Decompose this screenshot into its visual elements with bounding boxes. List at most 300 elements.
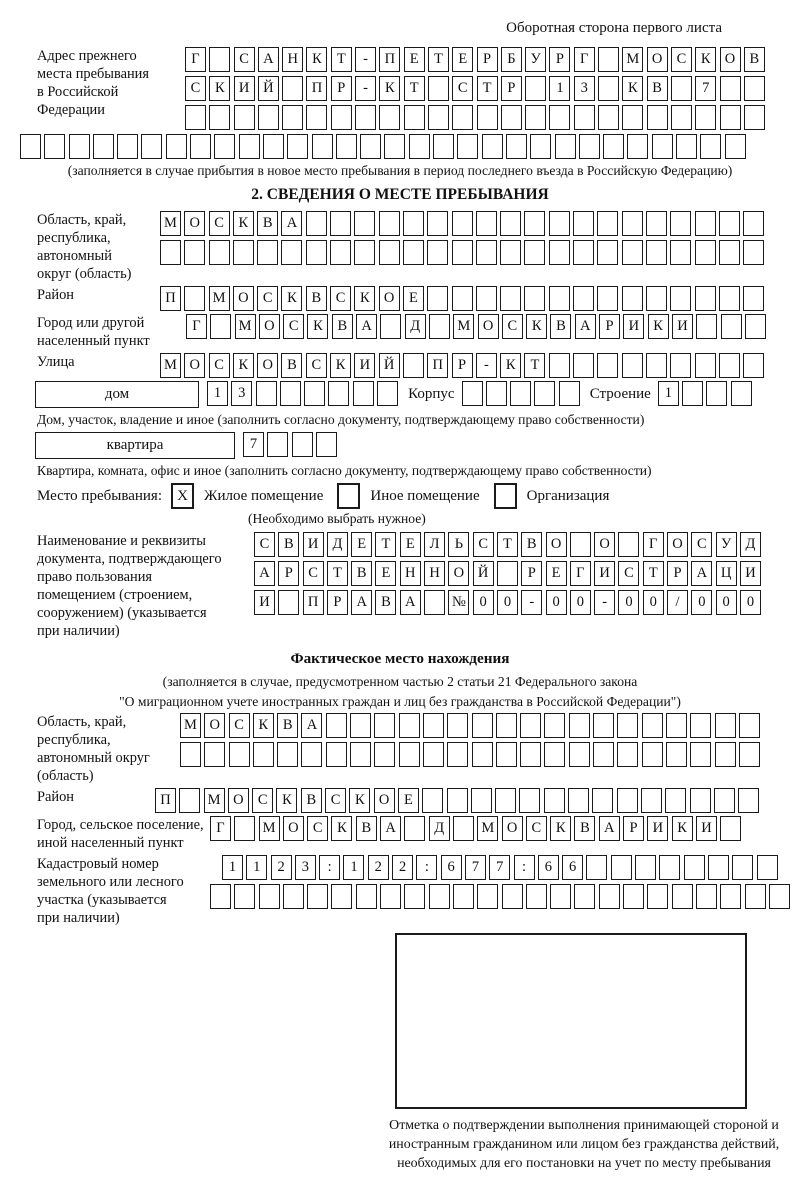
char-cell[interactable]: 1 — [658, 381, 679, 406]
char-cell[interactable]: С — [671, 47, 692, 72]
char-cell[interactable]: П — [155, 788, 176, 813]
char-cell[interactable] — [739, 742, 760, 767]
char-cell[interactable]: Ц — [716, 561, 737, 586]
char-cell[interactable] — [307, 884, 328, 909]
char-cell[interactable] — [745, 884, 766, 909]
char-cell[interactable]: У — [716, 532, 737, 557]
char-cell[interactable] — [452, 211, 473, 236]
char-cell[interactable] — [676, 134, 697, 159]
char-cell[interactable]: Б — [501, 47, 522, 72]
char-cell[interactable] — [423, 713, 444, 738]
char-cell[interactable]: Т — [327, 561, 348, 586]
char-cell[interactable] — [287, 134, 308, 159]
char-cell[interactable]: К — [276, 788, 297, 813]
char-cell[interactable]: Е — [546, 561, 567, 586]
char-cell[interactable] — [180, 742, 201, 767]
char-cell[interactable] — [330, 240, 351, 265]
char-cell[interactable] — [239, 134, 260, 159]
char-cell[interactable] — [622, 240, 643, 265]
char-cell[interactable] — [719, 286, 740, 311]
char-cell[interactable] — [422, 788, 443, 813]
char-cell[interactable] — [622, 105, 643, 130]
char-cell[interactable] — [374, 713, 395, 738]
char-cell[interactable] — [312, 134, 333, 159]
char-cell[interactable] — [568, 788, 589, 813]
char-cell[interactable] — [184, 240, 205, 265]
char-cell[interactable]: С — [618, 561, 639, 586]
char-cell[interactable] — [743, 353, 764, 378]
char-cell[interactable] — [744, 76, 765, 101]
char-cell[interactable] — [641, 788, 662, 813]
char-cell[interactable]: А — [356, 314, 377, 339]
char-cell[interactable]: Р — [278, 561, 299, 586]
char-cell[interactable] — [141, 134, 162, 159]
char-cell[interactable] — [682, 381, 703, 406]
char-cell[interactable] — [502, 884, 523, 909]
char-cell[interactable]: С — [283, 314, 304, 339]
char-cell[interactable] — [743, 240, 764, 265]
char-cell[interactable] — [497, 561, 518, 586]
char-cell[interactable]: Е — [375, 561, 396, 586]
char-cell[interactable]: 0 — [716, 590, 737, 615]
char-cell[interactable] — [714, 788, 735, 813]
char-cell[interactable] — [234, 884, 255, 909]
char-cell[interactable]: К — [306, 47, 327, 72]
char-cell[interactable]: И — [234, 76, 255, 101]
char-cell[interactable] — [423, 742, 444, 767]
char-cell[interactable] — [618, 532, 639, 557]
char-cell[interactable]: А — [258, 47, 279, 72]
char-cell[interactable] — [684, 855, 705, 880]
char-cell[interactable] — [720, 105, 741, 130]
char-cell[interactable]: Д — [740, 532, 761, 557]
char-cell[interactable] — [379, 211, 400, 236]
char-cell[interactable] — [719, 240, 740, 265]
char-cell[interactable] — [117, 134, 138, 159]
char-cell[interactable] — [695, 240, 716, 265]
char-cell[interactable]: К — [330, 353, 351, 378]
char-cell[interactable]: 6 — [562, 855, 583, 880]
char-cell[interactable] — [500, 240, 521, 265]
char-cell[interactable] — [597, 286, 618, 311]
char-cell[interactable]: У — [525, 47, 546, 72]
char-cell[interactable] — [256, 381, 277, 406]
char-cell[interactable]: К — [233, 211, 254, 236]
char-cell[interactable] — [598, 76, 619, 101]
char-cell[interactable]: А — [380, 816, 401, 841]
char-cell[interactable] — [573, 211, 594, 236]
char-cell[interactable]: П — [427, 353, 448, 378]
char-cell[interactable] — [555, 134, 576, 159]
char-cell[interactable]: А — [599, 816, 620, 841]
char-cell[interactable]: С — [209, 353, 230, 378]
char-cell[interactable] — [520, 742, 541, 767]
char-cell[interactable] — [452, 286, 473, 311]
char-cell[interactable] — [743, 286, 764, 311]
char-cell[interactable]: И — [672, 314, 693, 339]
char-cell[interactable]: Р — [599, 314, 620, 339]
char-cell[interactable] — [690, 713, 711, 738]
char-cell[interactable]: 3 — [574, 76, 595, 101]
char-cell[interactable]: В — [356, 816, 377, 841]
char-cell[interactable] — [301, 742, 322, 767]
char-cell[interactable] — [757, 855, 778, 880]
char-cell[interactable]: С — [185, 76, 206, 101]
char-cell[interactable]: А — [400, 590, 421, 615]
char-cell[interactable]: В — [332, 314, 353, 339]
char-cell[interactable] — [234, 816, 255, 841]
char-cell[interactable] — [424, 590, 445, 615]
char-cell[interactable]: Т — [497, 532, 518, 557]
char-cell[interactable] — [210, 884, 231, 909]
char-cell[interactable]: Д — [327, 532, 348, 557]
char-cell[interactable] — [447, 788, 468, 813]
char-cell[interactable]: М — [453, 314, 474, 339]
char-cell[interactable]: В — [550, 314, 571, 339]
char-cell[interactable]: П — [379, 47, 400, 72]
char-cell[interactable]: Р — [477, 47, 498, 72]
char-cell[interactable] — [544, 788, 565, 813]
char-cell[interactable] — [209, 240, 230, 265]
char-cell[interactable]: 0 — [497, 590, 518, 615]
char-cell[interactable]: И — [354, 353, 375, 378]
char-cell[interactable] — [20, 134, 41, 159]
char-cell[interactable] — [652, 134, 673, 159]
char-cell[interactable] — [316, 432, 337, 457]
char-cell[interactable] — [214, 134, 235, 159]
char-cell[interactable] — [530, 134, 551, 159]
char-cell[interactable] — [603, 134, 624, 159]
char-cell[interactable] — [471, 788, 492, 813]
char-cell[interactable] — [259, 884, 280, 909]
char-cell[interactable]: Р — [521, 561, 542, 586]
char-cell[interactable] — [234, 105, 255, 130]
char-cell[interactable]: И — [623, 314, 644, 339]
char-cell[interactable]: И — [696, 816, 717, 841]
char-cell[interactable]: О — [502, 816, 523, 841]
char-cell[interactable]: О — [546, 532, 567, 557]
char-cell[interactable]: В — [351, 561, 372, 586]
char-cell[interactable] — [350, 713, 371, 738]
char-cell[interactable] — [404, 884, 425, 909]
char-cell[interactable] — [695, 211, 716, 236]
char-cell[interactable] — [559, 381, 580, 406]
char-cell[interactable]: О — [667, 532, 688, 557]
char-cell[interactable]: С — [254, 532, 275, 557]
char-cell[interactable]: О — [184, 211, 205, 236]
char-cell[interactable] — [476, 211, 497, 236]
char-cell[interactable]: 0 — [740, 590, 761, 615]
char-cell[interactable]: В — [277, 713, 298, 738]
char-cell[interactable] — [525, 76, 546, 101]
char-cell[interactable]: Т — [643, 561, 664, 586]
char-cell[interactable]: - — [594, 590, 615, 615]
char-cell[interactable] — [330, 211, 351, 236]
char-cell[interactable] — [579, 134, 600, 159]
char-cell[interactable]: И — [254, 590, 275, 615]
char-cell[interactable]: С — [473, 532, 494, 557]
char-cell[interactable]: М — [235, 314, 256, 339]
char-cell[interactable]: 0 — [691, 590, 712, 615]
char-cell[interactable] — [593, 713, 614, 738]
char-cell[interactable]: К — [209, 76, 230, 101]
char-cell[interactable]: П — [160, 286, 181, 311]
char-cell[interactable]: 0 — [546, 590, 567, 615]
char-cell[interactable] — [433, 134, 454, 159]
char-cell[interactable] — [706, 381, 727, 406]
char-cell[interactable] — [623, 884, 644, 909]
char-cell[interactable]: В — [301, 788, 322, 813]
char-cell[interactable]: Т — [375, 532, 396, 557]
char-cell[interactable]: 7 — [695, 76, 716, 101]
char-cell[interactable]: 6 — [441, 855, 462, 880]
char-cell[interactable] — [611, 855, 632, 880]
char-cell[interactable] — [720, 816, 741, 841]
char-cell[interactable] — [525, 105, 546, 130]
char-cell[interactable] — [399, 713, 420, 738]
char-cell[interactable] — [447, 713, 468, 738]
char-cell[interactable] — [486, 381, 507, 406]
char-cell[interactable] — [671, 105, 692, 130]
char-cell[interactable]: К — [550, 816, 571, 841]
char-cell[interactable] — [179, 788, 200, 813]
char-cell[interactable]: К — [253, 713, 274, 738]
char-cell[interactable] — [622, 211, 643, 236]
char-cell[interactable] — [642, 713, 663, 738]
char-cell[interactable]: Т — [404, 76, 425, 101]
char-cell[interactable]: О — [379, 286, 400, 311]
char-cell[interactable] — [690, 742, 711, 767]
char-cell[interactable] — [354, 240, 375, 265]
char-cell[interactable] — [353, 381, 374, 406]
char-cell[interactable] — [429, 884, 450, 909]
char-cell[interactable] — [281, 240, 302, 265]
char-cell[interactable]: Е — [403, 286, 424, 311]
char-cell[interactable] — [184, 286, 205, 311]
char-cell[interactable]: М — [180, 713, 201, 738]
char-cell[interactable]: 6 — [538, 855, 559, 880]
char-cell[interactable]: К — [500, 353, 521, 378]
char-cell[interactable] — [355, 105, 376, 130]
char-cell[interactable]: И — [303, 532, 324, 557]
char-cell[interactable] — [233, 240, 254, 265]
char-cell[interactable] — [720, 884, 741, 909]
char-cell[interactable] — [593, 742, 614, 767]
char-cell[interactable]: И — [594, 561, 615, 586]
checkbox-other-premises[interactable] — [337, 483, 360, 509]
char-cell[interactable] — [427, 211, 448, 236]
char-cell[interactable] — [452, 105, 473, 130]
char-cell[interactable] — [257, 240, 278, 265]
char-cell[interactable]: С — [209, 211, 230, 236]
char-cell[interactable]: В — [647, 76, 668, 101]
char-cell[interactable]: Й — [258, 76, 279, 101]
char-cell[interactable]: Е — [400, 532, 421, 557]
char-cell[interactable] — [550, 884, 571, 909]
char-cell[interactable] — [670, 286, 691, 311]
char-cell[interactable] — [549, 240, 570, 265]
char-cell[interactable] — [258, 105, 279, 130]
char-cell[interactable] — [477, 884, 498, 909]
char-cell[interactable] — [524, 286, 545, 311]
char-cell[interactable] — [326, 742, 347, 767]
char-cell[interactable]: / — [667, 590, 688, 615]
char-cell[interactable]: К — [695, 47, 716, 72]
char-cell[interactable]: 1 — [222, 855, 243, 880]
char-cell[interactable] — [477, 105, 498, 130]
char-cell[interactable]: Г — [643, 532, 664, 557]
char-cell[interactable] — [617, 742, 638, 767]
char-cell[interactable]: 7 — [489, 855, 510, 880]
char-cell[interactable] — [209, 47, 230, 72]
char-cell[interactable]: Р — [501, 76, 522, 101]
char-cell[interactable]: В — [306, 286, 327, 311]
char-cell[interactable] — [453, 816, 474, 841]
char-cell[interactable] — [743, 211, 764, 236]
char-cell[interactable]: М — [160, 211, 181, 236]
char-cell[interactable] — [700, 134, 721, 159]
char-cell[interactable]: Д — [405, 314, 426, 339]
char-cell[interactable] — [635, 855, 656, 880]
char-cell[interactable] — [283, 884, 304, 909]
char-cell[interactable] — [409, 134, 430, 159]
char-cell[interactable]: 2 — [368, 855, 389, 880]
char-cell[interactable] — [617, 788, 638, 813]
char-cell[interactable]: С — [691, 532, 712, 557]
char-cell[interactable] — [190, 134, 211, 159]
char-cell[interactable]: Е — [404, 47, 425, 72]
char-cell[interactable] — [696, 314, 717, 339]
char-cell[interactable]: В — [521, 532, 542, 557]
char-cell[interactable]: К — [331, 816, 352, 841]
char-cell[interactable] — [263, 134, 284, 159]
char-cell[interactable] — [520, 713, 541, 738]
char-cell[interactable]: К — [622, 76, 643, 101]
char-cell[interactable] — [646, 240, 667, 265]
char-cell[interactable] — [93, 134, 114, 159]
char-cell[interactable] — [404, 105, 425, 130]
char-cell[interactable]: С — [306, 353, 327, 378]
char-cell[interactable] — [429, 314, 450, 339]
char-cell[interactable]: Г — [185, 47, 206, 72]
char-cell[interactable]: Г — [186, 314, 207, 339]
char-cell[interactable] — [708, 855, 729, 880]
char-cell[interactable]: С — [252, 788, 273, 813]
char-cell[interactable] — [326, 713, 347, 738]
char-cell[interactable]: М — [209, 286, 230, 311]
char-cell[interactable] — [549, 286, 570, 311]
char-cell[interactable] — [725, 134, 746, 159]
char-cell[interactable] — [642, 742, 663, 767]
char-cell[interactable] — [696, 884, 717, 909]
char-cell[interactable] — [627, 134, 648, 159]
char-cell[interactable] — [721, 314, 742, 339]
char-cell[interactable]: О — [257, 353, 278, 378]
char-cell[interactable]: О — [478, 314, 499, 339]
char-cell[interactable]: С — [234, 47, 255, 72]
char-cell[interactable]: Р — [452, 353, 473, 378]
char-cell[interactable] — [720, 76, 741, 101]
char-cell[interactable] — [210, 314, 231, 339]
char-cell[interactable] — [380, 884, 401, 909]
char-cell[interactable] — [647, 884, 668, 909]
char-cell[interactable] — [428, 105, 449, 130]
char-cell[interactable]: Н — [400, 561, 421, 586]
char-cell[interactable]: 7 — [243, 432, 264, 457]
char-cell[interactable] — [328, 381, 349, 406]
char-cell[interactable] — [403, 240, 424, 265]
char-cell[interactable] — [306, 240, 327, 265]
char-cell[interactable] — [599, 884, 620, 909]
char-cell[interactable]: С — [303, 561, 324, 586]
char-cell[interactable] — [573, 286, 594, 311]
char-cell[interactable]: М — [160, 353, 181, 378]
char-cell[interactable] — [160, 240, 181, 265]
char-cell[interactable] — [534, 381, 555, 406]
char-cell[interactable] — [671, 76, 692, 101]
char-cell[interactable]: О — [594, 532, 615, 557]
char-cell[interactable]: П — [303, 590, 324, 615]
char-cell[interactable]: А — [281, 211, 302, 236]
char-cell[interactable]: Й — [473, 561, 494, 586]
char-cell[interactable] — [622, 286, 643, 311]
char-cell[interactable] — [452, 240, 473, 265]
char-cell[interactable]: И — [647, 816, 668, 841]
char-cell[interactable] — [44, 134, 65, 159]
char-cell[interactable] — [524, 211, 545, 236]
char-cell[interactable] — [453, 884, 474, 909]
char-cell[interactable] — [377, 381, 398, 406]
char-cell[interactable] — [384, 134, 405, 159]
char-cell[interactable] — [427, 240, 448, 265]
char-cell[interactable]: О — [283, 816, 304, 841]
char-cell[interactable]: В — [574, 816, 595, 841]
char-cell[interactable] — [670, 240, 691, 265]
char-cell[interactable] — [399, 742, 420, 767]
char-cell[interactable]: К — [648, 314, 669, 339]
char-cell[interactable] — [744, 105, 765, 130]
char-cell[interactable] — [549, 353, 570, 378]
char-cell[interactable]: Р — [331, 76, 352, 101]
char-cell[interactable]: : — [416, 855, 437, 880]
char-cell[interactable]: О — [647, 47, 668, 72]
char-cell[interactable] — [379, 105, 400, 130]
char-cell[interactable] — [185, 105, 206, 130]
char-cell[interactable]: О — [374, 788, 395, 813]
char-cell[interactable]: С — [307, 816, 328, 841]
char-cell[interactable] — [374, 742, 395, 767]
char-cell[interactable] — [597, 353, 618, 378]
char-cell[interactable]: М — [204, 788, 225, 813]
char-cell[interactable]: К — [307, 314, 328, 339]
char-cell[interactable]: О — [233, 286, 254, 311]
char-cell[interactable] — [549, 105, 570, 130]
char-cell[interactable] — [306, 105, 327, 130]
char-cell[interactable] — [739, 713, 760, 738]
char-cell[interactable]: О — [448, 561, 469, 586]
char-cell[interactable]: - — [355, 76, 376, 101]
char-cell[interactable] — [659, 855, 680, 880]
char-cell[interactable] — [282, 76, 303, 101]
char-cell[interactable] — [569, 742, 590, 767]
char-cell[interactable] — [690, 788, 711, 813]
char-cell[interactable] — [719, 353, 740, 378]
char-cell[interactable]: Ь — [448, 532, 469, 557]
char-cell[interactable] — [665, 788, 686, 813]
char-cell[interactable]: - — [476, 353, 497, 378]
char-cell[interactable] — [69, 134, 90, 159]
char-cell[interactable]: 1 — [246, 855, 267, 880]
